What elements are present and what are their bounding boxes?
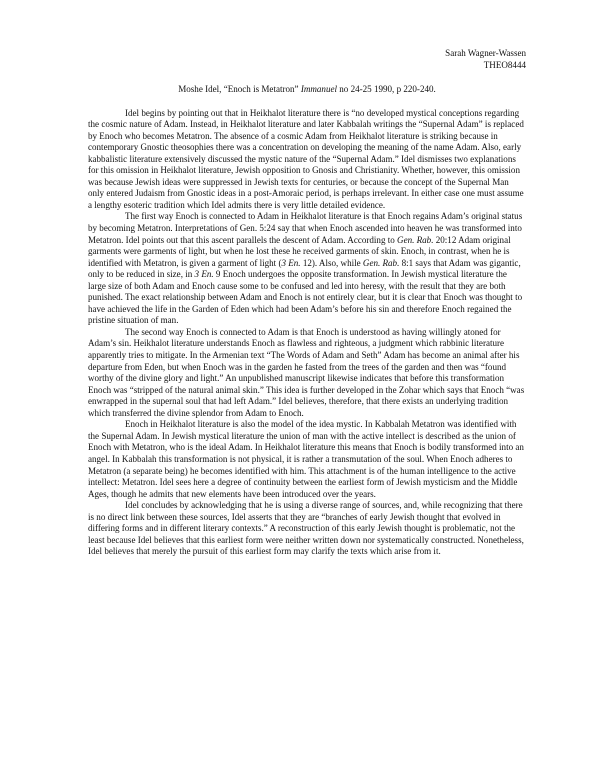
course-code: THEO8444	[483, 59, 526, 70]
reference-3-enoch: 3 En.	[281, 257, 301, 268]
paragraph-3: The second way Enoch is connected to Adam is that Enoch is understood as having willingly atoned for Adam’s sin. Heikhalot literature understands Enoch as flawless and righteous, a judgment which rabbinic literature apparently tries to mitigate. In the Armenian text “The Words of Adam and Seth” Adam has become an animal after his departure from Eden, but when Enoch was in the garden he fasted from the trees of the garden and then was “found worthy of the divine glory and light.” An unpublished manuscript likewise indicates that before this transformation Enoch was “stripped of the natural animal skin.” This idea is further developed in the Zohar which says that Enoch “was enwrapped in the supernal soul that had left Adam.” Idel believes, therefore, that there exists an underlying tradition which transferred the divine splendor from Adam to Enoch.	[88, 326, 525, 418]
citation-author-title: Moshe Idel, “Enoch is Metatron”	[178, 84, 301, 94]
citation-line	[88, 84, 526, 96]
paragraph-2-text: The first way Enoch is connected to Adam in Heikhalot literature is that Enoch regains Adam’s original status by becoming Metatron. Interpretations of Gen. 5:24 say that when Enoch ascended into heaven he was transformed into Metatron. Idel points out that this ascent parallels the descent of Adam. According to	[88, 211, 523, 245]
paragraph-5: Idel concludes by acknowledging that he is using a diverse range of sources, and, while recognizing that there is no direct link between these sources, Idel asserts that they are “branches of early Jewish thought that evolved in differing forms and in different literary contexts.” A reconstruction of this early Jewish thought is problematic, not the least because Idel believes that this earliest form were neither written down nor systematically constructed. Nonetheless, Idel believes that merely the pursuit of this earliest form may clarify the texts which arise from it.	[88, 500, 524, 557]
paragraph-2-text: 20:12 Adam original garments were garments of light, but when he lost these he received garments of skin. Enoch, in contrast, when he is identified with Metatron, is given a garment of light (	[88, 234, 511, 268]
paragraph-2-text: 12). Also, while	[300, 257, 363, 268]
paragraph-2-text: 8:1 says that Adam was gigantic, only to be reduced in size, in	[88, 257, 521, 280]
citation-journal: Immanuel	[300, 84, 338, 94]
paragraph-2-text: 9 Enoch undergoes the opposite transformation. In Jewish mystical literature the large size of both Adam and Enoch cause some to be confused and led into heresy, with the result that they are both punished. The exact relationship between Adam and Enoch is not entirely clear, but it is clear that Enoch was thought to have achieved the life in the Garden of Eden which had been Adam’s before his sin and therefore Enoch regained the pristine situation of man.	[88, 269, 523, 326]
reference-3-enoch: 3 En.	[194, 269, 214, 280]
paragraph-2	[88, 211, 526, 326]
author-name: Sarah Wagner-Wassen	[445, 48, 526, 58]
reference-gen-rab: Gen. Rab.	[397, 234, 434, 245]
reference-gen-rab: Gen. Rab.	[362, 257, 400, 268]
citation-details: no 24-25 1990, p 220-240.	[337, 84, 436, 94]
document-header	[88, 48, 526, 71]
paragraph-1: Idel begins by pointing out that in Heikhalot literature there is “no developed mystical conceptions regarding the cosmic nature of Adam. Instead, in Heikhalot literature and later Kabbalah writings the “Supernal Adam” is replaced by Enoch who becomes Metatron. The absence of a cosmic Adam from Heikhalot literature is striking because in contemporary Gnostic theosophies there was a concentration on developing the meaning of the name Adam. Also, early kabbalistic literature extensively discussed the mystic nature of the “Supernal Adam.” Idel dismisses two explanations for this omission in Heikhalot literature, Jewish opposition to Gnosis and Christianity. Whether, however, this omission was because Jewish ideas were suppressed in Jewish texts for centuries, or because the concept of the Supernal Man only entered Judaism from Gnostic ideas in a post-Amoraic period, is perhaps irrelevant. In either case one must assume a lengthy esoteric tradition which Idel admits there is very little detailed evidence.	[88, 107, 524, 210]
paragraph-4: Enoch in Heikhalot literature is also the model of the idea mystic. In Kabbalah Metatron was identified with the Supernal Adam. In Jewish mystical literature the union of man with the active intellect is described as the union of Enoch with Metatron, who is the ideal Adam. In Heikhalot literature this means that Enoch is bodily transformed into an angel. In Kabbalah this transformation is not physical, it is rather a transmutation of the soul. When Enoch adheres to Metatron (a separate being) he becomes identified with him. This attachment is of the human intelligence to the active intellect: Metatron. Idel sees here a degree of continuity between the earliest form of Jewish mysticism and the Middle Ages, though he admits that new elements have been introduced over the years.	[88, 419, 524, 499]
document-page	[88, 48, 526, 558]
